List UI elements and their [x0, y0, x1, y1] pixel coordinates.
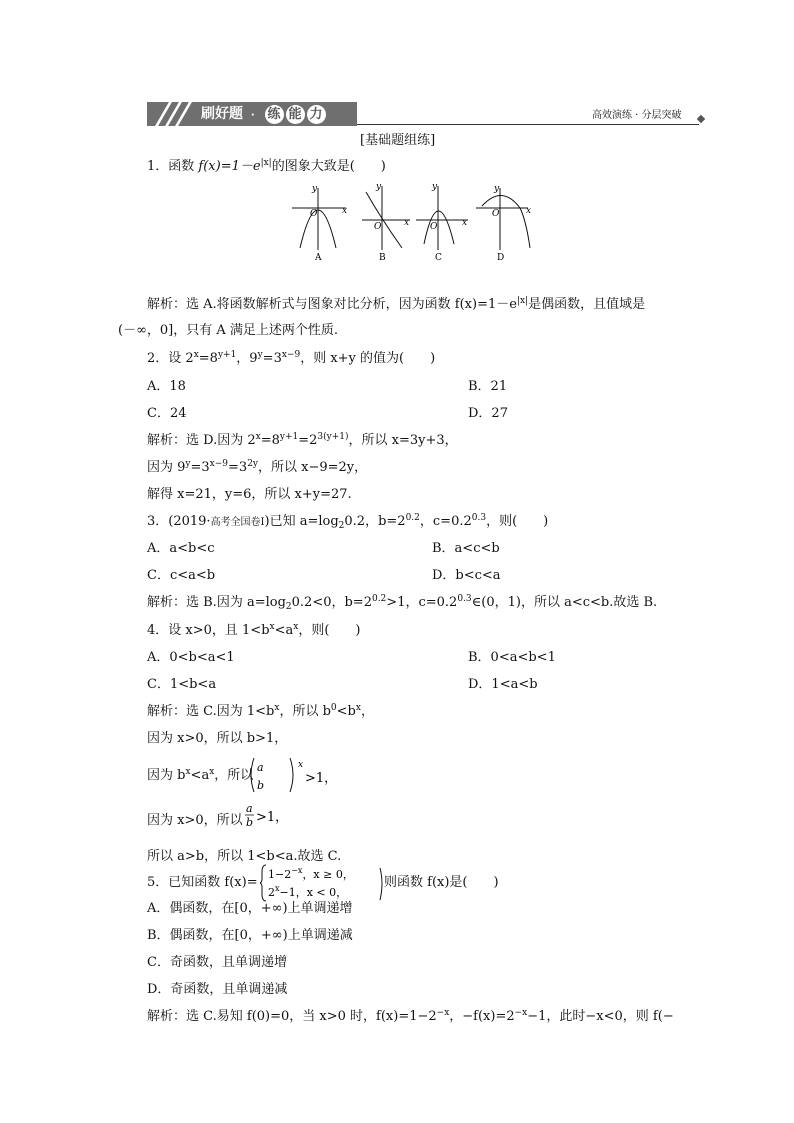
q3-stem: 3．(2019·高考全国卷Ⅰ)已知 $a=\log_20.2$，$b=2^{0.2}$，$c=0.2^{0.3}$，则( ): [147, 513, 549, 531]
case2-expr: $2^x-1$，x < 0，: [268, 884, 348, 899]
header-char-3: 力: [307, 105, 326, 124]
graph-label-c: C: [435, 253, 442, 262]
q5-stem-prefix: 5．已知函数 f(x)=: [147, 875, 258, 890]
graph-b-origin: O: [374, 222, 382, 232]
section-title: 刷好题: [201, 106, 243, 122]
frac-numerator: a: [257, 761, 264, 774]
frac-tail: >1，: [305, 771, 338, 786]
graph-label-a: A: [315, 253, 322, 262]
q4-fraction: [244, 800, 294, 840]
q5-piecewise: [260, 862, 385, 904]
graph-d-y: y: [494, 184, 500, 194]
graph-d-origin: O: [492, 209, 500, 219]
graph-c-y: y: [432, 182, 438, 192]
q5-option-a: A．偶函数，在[0，+∞)上单调递增: [147, 901, 353, 916]
diamond-icon: [697, 115, 705, 123]
q3-solution: 解析：选 B.因为 $a=\log_20.2<0$，$b=2^{0.2}>1$，$c=0.2^{0.3}\in(0$，1)，所以 a<c<b.故选 B.: [147, 594, 658, 612]
q2-option-c: C．24: [147, 406, 187, 421]
q5-option-b: B．偶函数，在[0，+∞)上单调递减: [147, 928, 353, 943]
q2-stem: 2．设 $2^x=8^{y+1}$，$9^y=3^{x-9}$，则 x+y 的值为( ): [147, 350, 436, 366]
q3-option-b: B．a<c<b: [432, 541, 500, 556]
header-char-2: 能: [286, 105, 305, 124]
q4-option-b: B．0<a<b<1: [468, 650, 556, 665]
q1-graphs: [290, 180, 540, 262]
q4-solution-3: 因为 $b^x<a^x$，所以: [147, 767, 254, 783]
graph-d-x: x: [526, 206, 532, 216]
header-char-1: 练: [265, 105, 284, 124]
q5-option-c: C．奇函数，且单调递增: [147, 955, 287, 970]
frac2-denominator: b: [246, 816, 254, 829]
q4-solution-1: 解析：选 C.因为 $1<b^x$，所以 $b^0<b^x$，: [147, 703, 374, 719]
q3-option-c: C．c<a<b: [147, 568, 216, 583]
q2-solution-3: 解得 x=21，y=6，所以 x+y=27.: [147, 487, 352, 502]
q4-option-c: C．1<b<a: [147, 677, 217, 692]
graph-c: [416, 186, 468, 250]
q5-stem-suffix: 则函数 f(x)是( ): [384, 875, 499, 890]
q2-option-d: D．27: [468, 406, 508, 421]
q2-option-a: A．18: [147, 379, 186, 394]
graph-a: [292, 188, 346, 250]
q4-solution-5: 所以 a>b，所以 1<b<a.故选 C.: [147, 849, 342, 864]
q1-stem: 1．函数 $f(x)=1-e^{|x|}$的图象大致是( ): [147, 158, 386, 174]
header-dot: ·: [250, 110, 255, 121]
frac2-tail: >1，: [256, 810, 289, 825]
q1-solution-2: (－∞，0]，只有 A 满足上述两个性质.: [118, 323, 339, 338]
graph-c-x: x: [462, 218, 468, 228]
q4-option-d: D．1<a<b: [468, 677, 538, 692]
graph-label-d: D: [497, 253, 505, 262]
graph-a-y: y: [312, 184, 318, 194]
q2-solution-1: 解析：选 D.因为 $2^x=8^{y+1}=2^{3(y+1)}$，所以 x=3y+3，: [147, 432, 458, 448]
header-tagline: 高效演练 · 分层突破: [592, 110, 682, 121]
frac-exponent: x: [298, 760, 304, 770]
graph-a-x: x: [342, 206, 348, 216]
q2-option-b: B．21: [468, 379, 508, 394]
frac-denominator: b: [257, 779, 265, 792]
graph-d: [476, 188, 530, 250]
graph-a-origin: O: [310, 209, 318, 219]
q3-option-a: A．a<b<c: [147, 541, 215, 556]
q4-fraction-power: [248, 754, 338, 796]
q4-stem: 4．设 x>0，且 $1<b^x<a^x$，则( ): [147, 622, 361, 638]
section-label: [基础题组练]: [360, 133, 436, 148]
q4-option-a: A．0<b<a<1: [147, 650, 235, 665]
q4-solution-4: 因为 x>0，所以: [147, 813, 243, 828]
graph-b: [362, 186, 410, 250]
q5-option-d: D．奇函数，且单调递减: [147, 982, 288, 997]
case1-expr: $1-2^{-x}$，x ≥ 0，: [268, 866, 354, 881]
graph-b-y: y: [376, 182, 382, 192]
frac2-numerator: a: [246, 802, 253, 815]
q4-solution-2: 因为 x>0，所以 b>1，: [147, 731, 288, 746]
header-rule: [357, 124, 699, 125]
header-title: [201, 104, 326, 126]
q5-solution: 解析：选 C.易知 f(0)=0，当 x>0 时，$f(x)=1-2^{-x}$，$-f(x)=2^{-x}-1$，此时−x<0，则 f(−: [147, 1008, 674, 1024]
graph-label-b: B: [379, 253, 386, 262]
q1-solution-1: 解析：选 A.将函数解析式与图象对比分析，因为函数 $f(x)=1-e^{|x|}$是偶函数，且值域是: [147, 296, 646, 312]
graph-b-x: x: [404, 218, 410, 228]
q3-option-d: D．b<c<a: [432, 568, 501, 583]
graph-c-origin: O: [430, 222, 438, 232]
q2-solution-2: 因为 $9^y=3^{x-9}=3^{2y}$，所以 x−9=2y，: [147, 459, 368, 475]
